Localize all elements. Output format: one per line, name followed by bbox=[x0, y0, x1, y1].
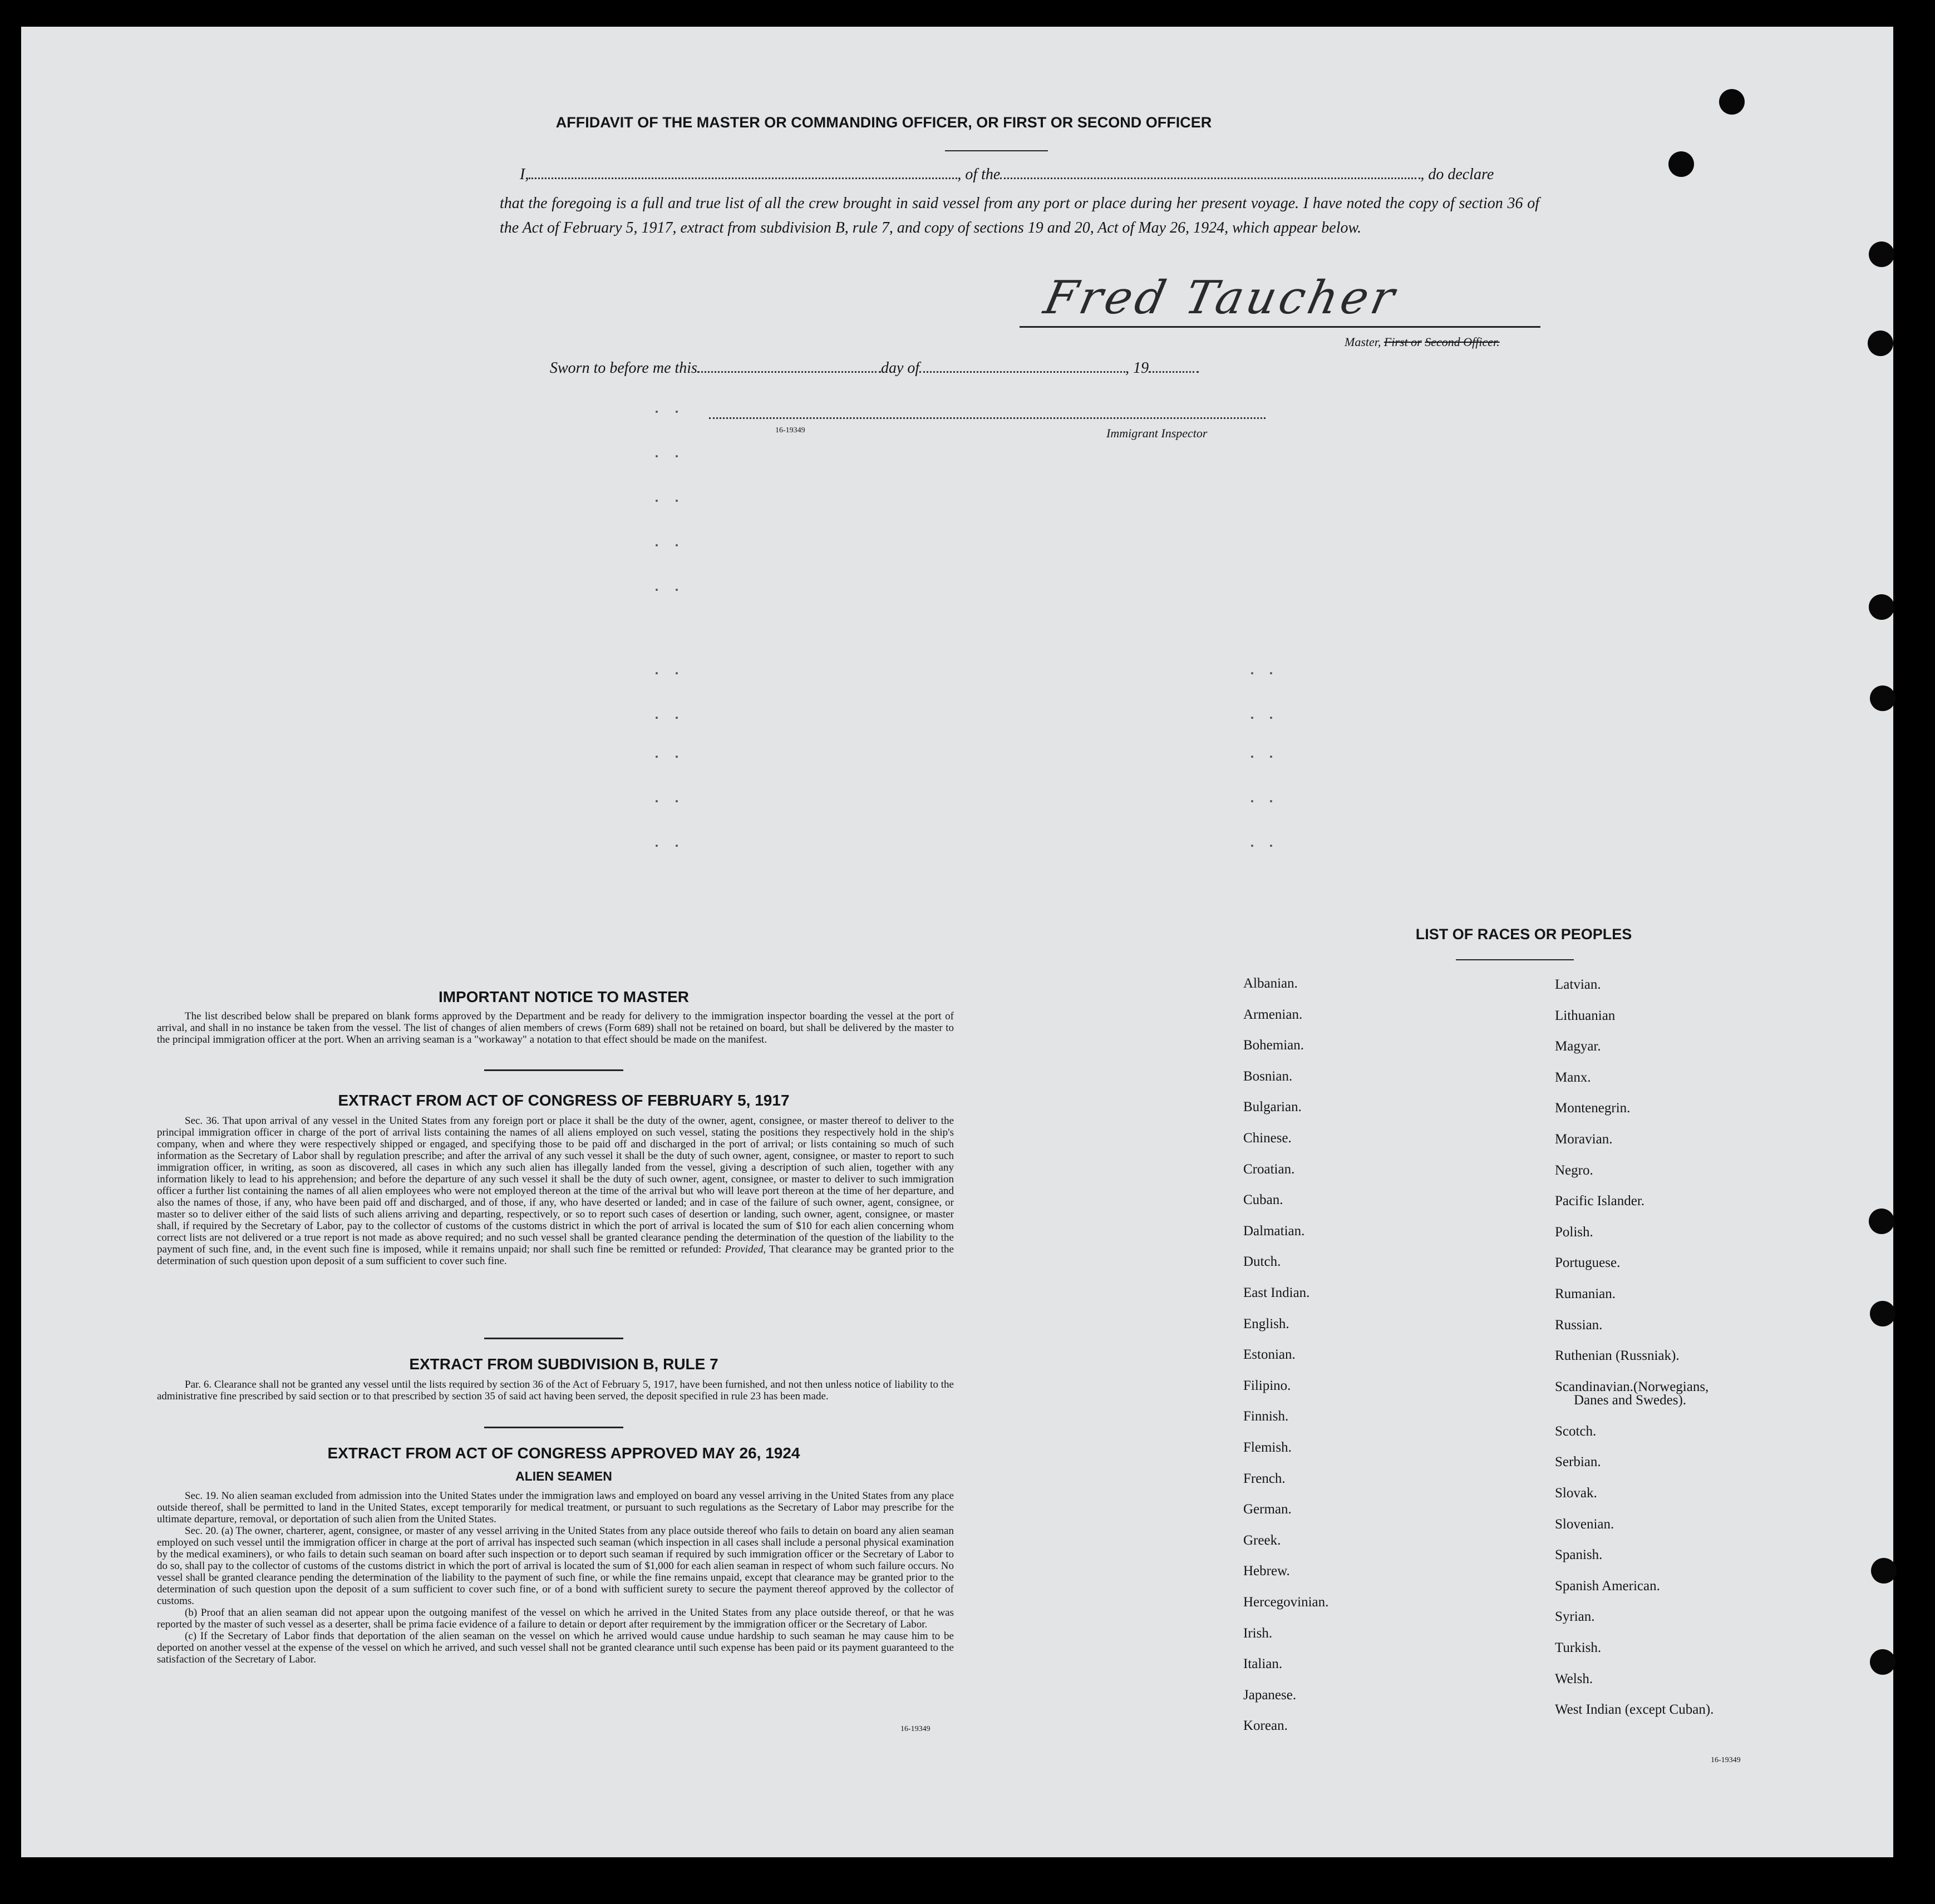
signature-caption bbox=[1345, 335, 1500, 349]
race-item: Armenian. bbox=[1243, 1007, 1303, 1022]
sworn-year: , 19 bbox=[1125, 359, 1149, 377]
race-item: Scotch. bbox=[1555, 1423, 1597, 1439]
race-item: West Indian (except Cuban). bbox=[1555, 1702, 1714, 1718]
speck bbox=[676, 717, 678, 719]
race-item: Dutch. bbox=[1243, 1254, 1281, 1270]
caption-rest: Second Officer. bbox=[1425, 335, 1500, 349]
name-field[interactable] bbox=[529, 173, 957, 179]
race-item: Portuguese. bbox=[1555, 1255, 1621, 1271]
race-item: Slovenian. bbox=[1555, 1516, 1614, 1532]
race-item: Greek. bbox=[1243, 1532, 1281, 1548]
speck bbox=[676, 800, 678, 802]
sworn-month-field[interactable] bbox=[919, 367, 1125, 373]
speck bbox=[656, 756, 658, 758]
race-item: Hebrew. bbox=[1243, 1563, 1290, 1579]
race-item: Korean. bbox=[1243, 1718, 1288, 1734]
inspector-rule bbox=[709, 417, 1266, 419]
sec20c: (c) If the Secretary of Labor finds that deportation of the alien seaman on the vessel on which he arrived would cause undue hardship to such seaman he may cause him to be deported on another vessel at the expense of the vessel on which he arrived, and such vessel shall not be granted clearance until such expense has been paid or its payment guaranteed to the satisfaction of the Secretary of Labor. bbox=[157, 1630, 954, 1665]
speck bbox=[676, 455, 678, 457]
document-sheet bbox=[21, 27, 1893, 1857]
race-item: East Indian. bbox=[1243, 1285, 1310, 1300]
speck bbox=[656, 589, 658, 591]
sworn-start: Sworn to before me this bbox=[550, 359, 697, 377]
sec20b: (b) Proof that an alien seaman did not appear upon the outgoing manifest of the vessel on which he arrived in the United States from any place outside thereof, or that he was reported by the master of such vessel as a deserter, shall be prima facie evidence of a failure to detain or deport after requirement by the immigration officer or the Secretary of Labor. bbox=[157, 1607, 954, 1630]
speck bbox=[1251, 800, 1253, 802]
race-item: Lithuanian bbox=[1555, 1008, 1616, 1023]
race-item: Danes and Swedes). bbox=[1574, 1392, 1687, 1408]
section-rule bbox=[484, 1338, 623, 1339]
race-item: Filipino. bbox=[1243, 1378, 1291, 1393]
race-item: Croatian. bbox=[1243, 1161, 1295, 1177]
sworn-day-of: day of bbox=[880, 359, 920, 377]
speck bbox=[656, 845, 658, 847]
speck bbox=[656, 455, 658, 457]
section-rule bbox=[484, 1427, 623, 1428]
binder-hole bbox=[1870, 1301, 1895, 1326]
race-item: Cuban. bbox=[1243, 1192, 1283, 1208]
race-item: Albanian. bbox=[1243, 976, 1298, 991]
speck bbox=[1251, 717, 1253, 719]
speck bbox=[1251, 672, 1253, 674]
race-item: Rumanian. bbox=[1555, 1286, 1616, 1301]
race-item: Scandinavian.(Norwegians, bbox=[1555, 1379, 1709, 1394]
speck bbox=[676, 589, 678, 591]
sec20a: Sec. 20. (a) The owner, charterer, agent, consignee, or master of any vessel arriving in the United States from any place outside thereof who fails to detain on board any alien seaman employed on such vessel until the immigration officer in charge at the port of arrival has inspected such seaman (which inspection in all cases shall include a personal physical examination by the medical examiners), or who fails to detain such seaman on board after such inspection or to deport such seaman if required by such immigration officer or the Secretary of Labor to do so, shall pay to the collector of customs of the customs district in which the port of arrival is located the sum of $1,000 for each alien seaman in respect of whom such failure occurs. No vessel shall be granted clearance pending the determination of the liability to the payment of such fine, or while the fine remains unpaid, except that clearance may be granted prior to the determination of such question upon the deposit of a sum sufficient to cover such fine, or of a bond with sufficient surety to secure the payment thereof approved by the collector of customs. bbox=[157, 1525, 954, 1607]
title-rule bbox=[945, 150, 1048, 151]
extract1917-title: EXTRACT FROM ACT OF CONGRESS OF FEBRUARY 5, 1917 bbox=[338, 1092, 790, 1109]
affidavit-form-number: 16-19349 bbox=[775, 426, 805, 435]
race-item: Montenegrin. bbox=[1555, 1101, 1631, 1116]
binder-hole bbox=[1868, 331, 1893, 356]
race-item: Moravian. bbox=[1555, 1132, 1613, 1147]
vessel-field[interactable] bbox=[1000, 173, 1420, 179]
race-item: Polish. bbox=[1555, 1224, 1593, 1240]
signature-rule bbox=[1020, 326, 1540, 328]
races-rule bbox=[1456, 959, 1574, 960]
section-rule bbox=[484, 1069, 623, 1071]
race-item: Magyar. bbox=[1555, 1039, 1601, 1054]
race-item: Bosnian. bbox=[1243, 1068, 1293, 1084]
race-item: Bohemian. bbox=[1243, 1038, 1304, 1053]
sec19: Sec. 19. No alien seaman excluded from admission into the United States under the immigration laws and employed on board any vessel arriving in the United States from any place outside thereof, shall be permitted to land in the United States, except temporarily for medical treatment, or pursuant to such regulations as the Secretary of Labor may prescribe for the ultimate departure, removal, or deportation of such alien from the United States. bbox=[157, 1490, 954, 1525]
caption-master: Master, bbox=[1345, 335, 1381, 349]
inspector-caption: Immigrant Inspector bbox=[1106, 426, 1208, 440]
speck bbox=[1270, 672, 1272, 674]
sworn-year-field[interactable] bbox=[1149, 367, 1199, 373]
binder-hole bbox=[1668, 151, 1694, 177]
speck bbox=[1270, 717, 1272, 719]
rule7-title: EXTRACT FROM SUBDIVISION B, RULE 7 bbox=[409, 1355, 718, 1373]
affidavit-body: that the foregoing is a full and true list of all the crew brought in said vessel from any port or place during her present voyage. I have noted the copy of section 36 of the Act of February 5, 1917, extract from subdivision B, rule 7, and copy of sections 19 and 20, Act of May 26, 1924, which appear below. bbox=[500, 195, 1539, 236]
speck bbox=[656, 800, 658, 802]
caption-struck: First or bbox=[1383, 335, 1422, 349]
race-item: Italian. bbox=[1243, 1656, 1283, 1672]
declaration-line bbox=[520, 166, 1538, 184]
race-item: Ruthenian (Russniak). bbox=[1555, 1348, 1680, 1364]
races-form-number: 16-19349 bbox=[1711, 1756, 1741, 1764]
extract1924-body bbox=[157, 1490, 954, 1665]
speck bbox=[676, 411, 678, 413]
binder-hole bbox=[1871, 1558, 1897, 1584]
race-item: English. bbox=[1243, 1316, 1289, 1331]
extract1924-subtitle: ALIEN SEAMEN bbox=[515, 1469, 612, 1483]
races-title: LIST OF RACES OR PEOPLES bbox=[1415, 926, 1632, 943]
speck bbox=[676, 845, 678, 847]
race-item: Turkish. bbox=[1555, 1640, 1602, 1655]
declare-end: , do declare bbox=[1420, 166, 1494, 183]
race-item: Syrian. bbox=[1555, 1609, 1595, 1625]
binder-hole bbox=[1719, 89, 1745, 115]
race-item: Serbian. bbox=[1555, 1454, 1601, 1470]
race-item: Negro. bbox=[1555, 1162, 1593, 1178]
race-item: Manx. bbox=[1555, 1069, 1591, 1085]
race-item: Chinese. bbox=[1243, 1131, 1292, 1146]
speck bbox=[656, 500, 658, 502]
speck bbox=[676, 672, 678, 674]
speck bbox=[1270, 845, 1272, 847]
binder-hole bbox=[1870, 1649, 1895, 1675]
speck bbox=[676, 756, 678, 758]
race-item: Flemish. bbox=[1243, 1440, 1292, 1455]
speck bbox=[676, 500, 678, 502]
speck bbox=[656, 717, 658, 719]
race-item: Dalmatian. bbox=[1243, 1223, 1305, 1239]
extract1924-title: EXTRACT FROM ACT OF CONGRESS APPROVED MAY 26, 1924 bbox=[327, 1444, 800, 1462]
speck bbox=[656, 411, 658, 413]
notice-body: The list described below shall be prepared on blank forms approved by the Department and be ready for delivery to the immigration inspector boarding the vessel at the port of arrival, and shall in no instance be taken from the vessel. The list of changes of alien members of crews (Form 689) shall not be retained on board, but shall be delivered by the master to the principal immigration officer at the port. When an arriving seaman is a "workaway" a notation to that effect should be made on the manifest. bbox=[157, 1010, 954, 1045]
race-item: Latvian. bbox=[1555, 977, 1601, 992]
binder-hole bbox=[1870, 685, 1895, 711]
speck bbox=[656, 672, 658, 674]
race-item: Russian. bbox=[1555, 1317, 1603, 1333]
declare-of-the: , of the bbox=[957, 166, 1001, 183]
binder-hole bbox=[1869, 241, 1894, 267]
sworn-day-field[interactable] bbox=[697, 367, 881, 373]
notice-title: IMPORTANT NOTICE TO MASTER bbox=[438, 988, 690, 1005]
speck bbox=[1270, 800, 1272, 802]
race-item: Slovak. bbox=[1555, 1486, 1597, 1501]
race-item: Hercegovinian. bbox=[1243, 1595, 1329, 1610]
race-item: Pacific Islander. bbox=[1555, 1193, 1645, 1209]
race-item: Finnish. bbox=[1243, 1409, 1289, 1424]
race-item: Spanish. bbox=[1555, 1547, 1603, 1563]
race-item: Estonian. bbox=[1243, 1347, 1296, 1363]
binder-hole bbox=[1869, 594, 1894, 620]
speck bbox=[1251, 845, 1253, 847]
binder-hole bbox=[1869, 1209, 1894, 1234]
race-item: German. bbox=[1243, 1502, 1292, 1517]
speck bbox=[656, 544, 658, 546]
speck bbox=[676, 544, 678, 546]
sworn-line bbox=[550, 359, 1199, 377]
race-item: French. bbox=[1243, 1471, 1286, 1486]
race-item: Welsh. bbox=[1555, 1671, 1593, 1686]
race-item: Spanish American. bbox=[1555, 1578, 1660, 1594]
race-item: Irish. bbox=[1243, 1625, 1273, 1641]
speck bbox=[1251, 756, 1253, 758]
extract-form-number: 16-19349 bbox=[900, 1725, 930, 1733]
declare-i: I, bbox=[520, 166, 529, 183]
race-item: Bulgarian. bbox=[1243, 1099, 1302, 1115]
signature: Fred Taucher bbox=[1039, 272, 1402, 324]
affidavit-title: AFFIDAVIT OF THE MASTER OR COMMANDING OFFICER, OR FIRST OR SECOND OFFICER bbox=[555, 114, 1212, 131]
extract1917-body: Sec. 36. That upon arrival of any vessel in the United States from any foreign port or place it shall be the duty of the owner, agent, consignee, or master thereof to deliver to the principal immigration officer in charge of the port of arrival lists containing the names of all aliens employed on such vessel, stating the positions they respectively hold in the ship's company, when and where they were respectively shipped or engaged, and specifying those to be paid off and discharged in the port of arrival; or lists containing so much of such information as the Secretary of Labor shall by regulation prescribe; and after the arrival of any such vessel it shall be the duty of such owner, agent, consignee, or master to report to such immigration officer, in writing, as soon as discovered, all cases in which any such alien has illegally landed from the vessel, giving a description of such alien, together with any information likely to lead to his apprehension; and before the departure of any such vessel it shall be the duty of such owner, agent, consignee, or master to deliver to such immigration officer a further list containing the names of all alien employees who were not employed thereon at the time of the arrival but who will leave port thereon at the time of her departure, and also the names of those, if any, who have been paid off and discharged, and of those, if any, who have deserted or landed; and in case of the failure of such owner, agent, consignee, or master so to deliver either of the said lists of such aliens arriving and departing, respectively, or so to report such cases of desertion or landing, such owner, agent, consignee, or master shall, if required by the Secretary of Labor, pay to the collector of customs of the customs district in which the port of arrival is located the sum of $10 for each alien concerning whom correct lists are not delivered or a true report is not made as above required; and no such vessel shall be granted clearance pending the determination of the question of the liability to the payment of such fine, and, in the event such fine is imposed, while it remains unpaid; nor shall such fine be remitted or refunded: Provided, That clearance may be granted prior to the determination of such question upon deposit of a sum sufficient to cover such fine. bbox=[157, 1115, 954, 1267]
race-item: Japanese. bbox=[1243, 1687, 1297, 1703]
speck bbox=[1270, 756, 1272, 758]
rule7-body: Par. 6. Clearance shall not be granted any vessel until the lists required by section 36 of the Act of February 5, 1917, have been furnished, and not then unless notice of liability to the administrative fine prescribed by said section or to that prescribed by section 35 of said act having been served, the deposit specified in rule 23 has been made. bbox=[157, 1379, 954, 1402]
